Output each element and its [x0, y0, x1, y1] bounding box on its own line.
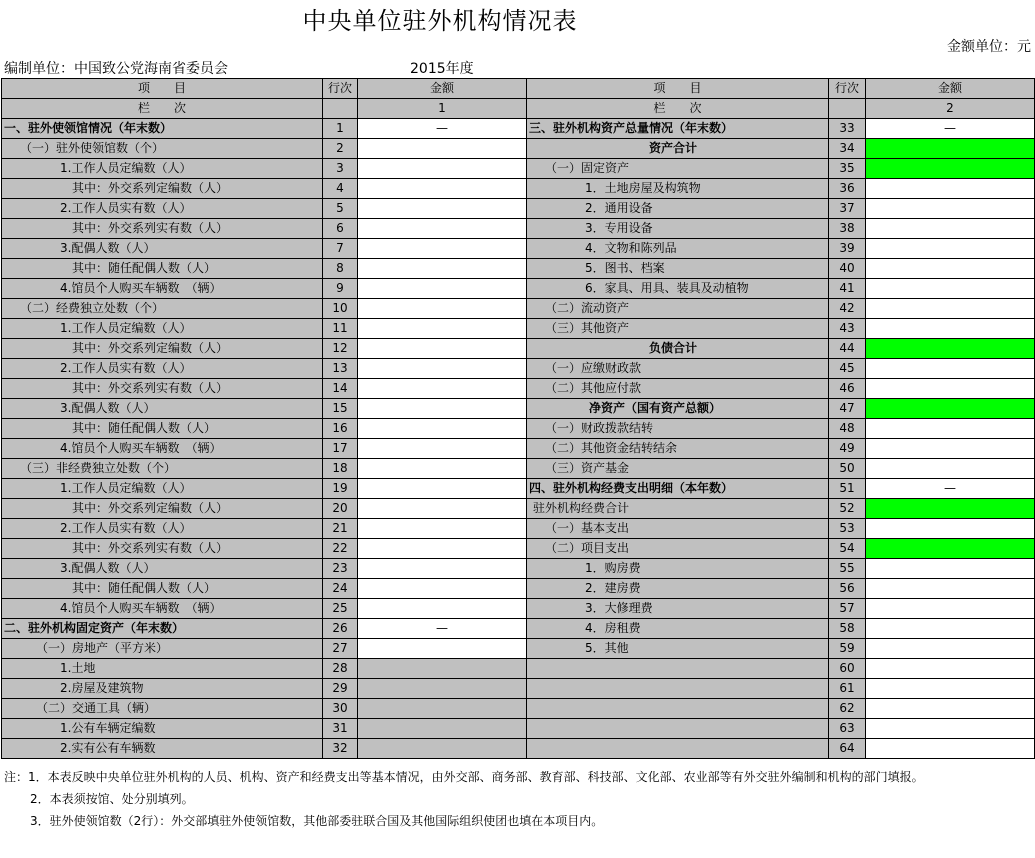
left-item-label: （三）非经费独立处数（个）: [2, 459, 323, 479]
right-line-number: 63: [829, 719, 866, 739]
right-amount-cell[interactable]: [866, 499, 1035, 519]
right-amount-cell[interactable]: [866, 319, 1035, 339]
right-line-number: 61: [829, 679, 866, 699]
right-amount-cell[interactable]: [866, 359, 1035, 379]
table-row: [2, 239, 1035, 259]
left-item-label: 3.配偶人数（人）: [2, 559, 323, 579]
right-item-label: 2．建房费: [527, 579, 829, 599]
left-item-label: 其中：随任配偶人数（人）: [2, 419, 323, 439]
table-row: [2, 499, 1035, 519]
left-amount-cell[interactable]: [358, 499, 527, 519]
left-amount-cell[interactable]: [358, 139, 527, 159]
left-item-label: 3.配偶人数（人）: [2, 239, 323, 259]
left-item-label: （一）驻外使领馆数（个）: [2, 139, 323, 159]
table-row: [2, 359, 1035, 379]
left-amount-cell[interactable]: —: [358, 119, 527, 139]
right-amount-cell[interactable]: [866, 399, 1035, 419]
right-line-number: 36: [829, 179, 866, 199]
right-item-label: 资产合计: [527, 139, 829, 159]
right-amount-cell[interactable]: [866, 439, 1035, 459]
left-line-number: 26: [323, 619, 358, 639]
reporting-unit-label: 编制单位：中国致公党海南省委员会: [4, 61, 228, 77]
left-line-number: 25: [323, 599, 358, 619]
left-amount-cell[interactable]: [358, 519, 527, 539]
right-line-number: 56: [829, 579, 866, 599]
right-amount-cell[interactable]: [866, 639, 1035, 659]
left-item-label: 二、驻外机构固定资产（年末数）: [2, 619, 323, 639]
table-row: [2, 199, 1035, 219]
right-amount-cell[interactable]: [866, 619, 1035, 639]
right-item-label: [527, 659, 829, 679]
right-line-number: 37: [829, 199, 866, 219]
right-line-number: 45: [829, 359, 866, 379]
right-item-label: 1．购房费: [527, 559, 829, 579]
right-line-number: 43: [829, 319, 866, 339]
left-item-label: 1.工作人员定编数（人）: [2, 319, 323, 339]
right-line-number: 64: [829, 739, 866, 759]
left-line-number: 1: [323, 119, 358, 139]
left-amount-cell[interactable]: [358, 419, 527, 439]
table-row: [2, 599, 1035, 619]
table-row: [2, 659, 1035, 679]
left-line-number: 32: [323, 739, 358, 759]
left-item-label: 1.公有车辆定编数: [2, 719, 323, 739]
left-item-label: 2.工作人员实有数（人）: [2, 359, 323, 379]
table-row: [2, 539, 1035, 559]
right-item-label: 4．房租费: [527, 619, 829, 639]
column-index-row: [2, 99, 1035, 119]
left-amount-cell: [358, 699, 527, 719]
left-amount-cell: [358, 679, 527, 699]
table-row: [2, 159, 1035, 179]
amount-header-left: 金额: [358, 79, 527, 99]
table-row: [2, 319, 1035, 339]
right-line-number: 49: [829, 439, 866, 459]
overseas-institutions-table: [1, 78, 1035, 759]
right-amount-cell[interactable]: —: [866, 119, 1035, 139]
right-item-label: （二）项目支出: [527, 539, 829, 559]
left-item-label: 2.工作人员实有数（人）: [2, 519, 323, 539]
table-row: [2, 739, 1035, 759]
left-amount-cell: [358, 719, 527, 739]
right-line-number: 47: [829, 399, 866, 419]
note-2: 2．本表须按馆、处分别填列。: [30, 792, 194, 806]
right-line-number: 54: [829, 539, 866, 559]
right-item-label: （三）其他资产: [527, 319, 829, 339]
right-item-label: 1．土地房屋及构筑物: [527, 179, 829, 199]
right-line-number: 39: [829, 239, 866, 259]
right-item-label: 净资产（国有资产总额）: [527, 399, 829, 419]
table-row: [2, 559, 1035, 579]
left-line-number: 27: [323, 639, 358, 659]
left-item-label: 其中：外交系列定编数（人）: [2, 179, 323, 199]
item-header-left: 项 目: [2, 79, 323, 99]
table-row: [2, 259, 1035, 279]
left-amount-cell[interactable]: [358, 479, 527, 499]
left-item-label: 4.馆员个人购买车辆数 （辆）: [2, 279, 323, 299]
left-amount-cell[interactable]: [358, 299, 527, 319]
right-item-label: 3．大修理费: [527, 599, 829, 619]
col-label-left: 栏 次: [2, 99, 323, 119]
right-line-number: 35: [829, 159, 866, 179]
left-item-label: 3.配偶人数（人）: [2, 399, 323, 419]
left-amount-cell[interactable]: [358, 439, 527, 459]
left-line-number: 17: [323, 439, 358, 459]
table-notes: [4, 768, 924, 834]
col-blank-right: [829, 99, 866, 119]
left-item-label: 2.房屋及建筑物: [2, 679, 323, 699]
left-line-number: 9: [323, 279, 358, 299]
left-line-number: 13: [323, 359, 358, 379]
right-item-label: （一）财政拨款结转: [527, 419, 829, 439]
left-amount-cell[interactable]: [358, 319, 527, 339]
note-1: 注：1．本表反映中央单位驻外机构的人员、机构、资产和经费支出等基本情况，由外交部、商务部、教育部、科技部、文化部、农业部等有外交驻外编制和机构的部门填报。: [4, 770, 924, 784]
page-title: 中央单位驻外机构情况表: [302, 7, 578, 35]
left-amount-cell[interactable]: [358, 259, 527, 279]
right-line-number: 51: [829, 479, 866, 499]
right-amount-cell[interactable]: [866, 659, 1035, 679]
right-amount-cell[interactable]: [866, 139, 1035, 159]
line-header-right: 行次: [829, 79, 866, 99]
col-index-1: 1: [358, 99, 527, 119]
right-item-label: 四、驻外机构经费支出明细（本年数）: [527, 479, 829, 499]
right-amount-cell[interactable]: [866, 339, 1035, 359]
left-item-label: 2.实有公有车辆数: [2, 739, 323, 759]
right-line-number: 53: [829, 519, 866, 539]
right-line-number: 42: [829, 299, 866, 319]
right-item-label: [527, 739, 829, 759]
left-item-label: 其中：随任配偶人数（人）: [2, 579, 323, 599]
table-row: [2, 719, 1035, 739]
right-amount-cell[interactable]: [866, 739, 1035, 759]
right-line-number: 38: [829, 219, 866, 239]
left-amount-cell[interactable]: [358, 339, 527, 359]
right-item-label: [527, 699, 829, 719]
table-row: [2, 279, 1035, 299]
right-item-label: （一）固定资产: [527, 159, 829, 179]
left-amount-cell[interactable]: [358, 559, 527, 579]
left-item-label: 其中：外交系列实有数（人）: [2, 219, 323, 239]
right-amount-cell[interactable]: [866, 179, 1035, 199]
left-line-number: 5: [323, 199, 358, 219]
left-amount-cell[interactable]: [358, 539, 527, 559]
left-line-number: 2: [323, 139, 358, 159]
right-item-label: 2．通用设备: [527, 199, 829, 219]
left-item-label: 1.土地: [2, 659, 323, 679]
left-amount-cell[interactable]: [358, 179, 527, 199]
right-line-number: 60: [829, 659, 866, 679]
col-blank-left: [323, 99, 358, 119]
right-amount-cell[interactable]: [866, 159, 1035, 179]
right-item-label: 5．其他: [527, 639, 829, 659]
right-item-label: 3．专用设备: [527, 219, 829, 239]
left-amount-cell[interactable]: [358, 599, 527, 619]
left-item-label: 其中：外交系列实有数（人）: [2, 379, 323, 399]
right-item-label: （三）资产基金: [527, 459, 829, 479]
line-header-left: 行次: [323, 79, 358, 99]
table-row: [2, 139, 1035, 159]
left-line-number: 4: [323, 179, 358, 199]
left-amount-cell[interactable]: [358, 239, 527, 259]
right-item-label: 5．图书、档案: [527, 259, 829, 279]
amount-header-right: 金额: [866, 79, 1035, 99]
right-amount-cell[interactable]: —: [866, 479, 1035, 499]
right-amount-cell[interactable]: [866, 699, 1035, 719]
right-item-label: 4．文物和陈列品: [527, 239, 829, 259]
table-row: [2, 339, 1035, 359]
left-item-label: 其中：随任配偶人数（人）: [2, 259, 323, 279]
left-amount-cell[interactable]: [358, 579, 527, 599]
right-amount-cell[interactable]: [866, 379, 1035, 399]
right-amount-cell[interactable]: [866, 519, 1035, 539]
left-amount-cell[interactable]: [358, 219, 527, 239]
left-amount-cell[interactable]: [358, 639, 527, 659]
left-line-number: 23: [323, 559, 358, 579]
left-item-label: （一）房地产（平方米）: [2, 639, 323, 659]
table-row: [2, 519, 1035, 539]
table-row: [2, 299, 1035, 319]
fiscal-year-label: 2015年度: [410, 61, 474, 77]
left-line-number: 29: [323, 679, 358, 699]
right-item-label: （二）流动资产: [527, 299, 829, 319]
left-amount-cell[interactable]: [358, 159, 527, 179]
right-line-number: 55: [829, 559, 866, 579]
right-amount-cell[interactable]: [866, 539, 1035, 559]
right-item-label: （二）其他资金结转结余: [527, 439, 829, 459]
table-row: [2, 419, 1035, 439]
left-line-number: 10: [323, 299, 358, 319]
right-amount-cell[interactable]: [866, 239, 1035, 259]
left-amount-cell[interactable]: [358, 459, 527, 479]
left-item-label: 1.工作人员定编数（人）: [2, 479, 323, 499]
table-row: [2, 639, 1035, 659]
left-item-label: 1.工作人员定编数（人）: [2, 159, 323, 179]
table-row: [2, 459, 1035, 479]
right-line-number: 58: [829, 619, 866, 639]
col-index-2: 2: [866, 99, 1035, 119]
left-line-number: 19: [323, 479, 358, 499]
table-row: [2, 399, 1035, 419]
left-item-label: 一、驻外使领馆情况（年末数）: [2, 119, 323, 139]
table-row: [2, 699, 1035, 719]
left-line-number: 20: [323, 499, 358, 519]
left-line-number: 22: [323, 539, 358, 559]
right-item-label: 负债合计: [527, 339, 829, 359]
left-item-label: 其中：外交系列定编数（人）: [2, 499, 323, 519]
table-row: [2, 379, 1035, 399]
right-line-number: 46: [829, 379, 866, 399]
left-line-number: 7: [323, 239, 358, 259]
right-item-label: （一）基本支出: [527, 519, 829, 539]
left-amount-cell: [358, 739, 527, 759]
right-item-label: [527, 679, 829, 699]
right-item-label: （一）应缴财政款: [527, 359, 829, 379]
left-line-number: 30: [323, 699, 358, 719]
left-line-number: 6: [323, 219, 358, 239]
right-line-number: 34: [829, 139, 866, 159]
left-item-label: 4.馆员个人购买车辆数 （辆）: [2, 599, 323, 619]
right-item-label: 三、驻外机构资产总量情况（年末数）: [527, 119, 829, 139]
right-line-number: 52: [829, 499, 866, 519]
table-row: [2, 439, 1035, 459]
right-item-label: 6．家具、用具、装具及动植物: [527, 279, 829, 299]
note-3: 3．驻外使领馆数（2行）：外交部填驻外使领馆数，其他部委驻联合国及其他国际组织使团也填在本项目内。: [30, 814, 604, 828]
right-amount-cell[interactable]: [866, 259, 1035, 279]
left-line-number: 31: [323, 719, 358, 739]
table-row: [2, 479, 1035, 499]
right-line-number: 57: [829, 599, 866, 619]
left-line-number: 24: [323, 579, 358, 599]
right-amount-cell[interactable]: [866, 579, 1035, 599]
right-item-label: 驻外机构经费合计: [527, 499, 829, 519]
left-line-number: 3: [323, 159, 358, 179]
left-line-number: 11: [323, 319, 358, 339]
right-line-number: 41: [829, 279, 866, 299]
right-line-number: 33: [829, 119, 866, 139]
right-amount-cell[interactable]: [866, 299, 1035, 319]
right-amount-cell[interactable]: [866, 459, 1035, 479]
left-line-number: 16: [323, 419, 358, 439]
right-amount-cell[interactable]: [866, 219, 1035, 239]
left-amount-cell[interactable]: [358, 399, 527, 419]
left-amount-cell[interactable]: —: [358, 619, 527, 639]
table-row: [2, 679, 1035, 699]
amount-unit-label: 金额单位：元: [947, 39, 1031, 55]
left-line-number: 28: [323, 659, 358, 679]
right-line-number: 44: [829, 339, 866, 359]
left-line-number: 18: [323, 459, 358, 479]
left-line-number: 21: [323, 519, 358, 539]
right-line-number: 59: [829, 639, 866, 659]
right-line-number: 62: [829, 699, 866, 719]
left-line-number: 8: [323, 259, 358, 279]
left-amount-cell[interactable]: [358, 359, 527, 379]
left-item-label: （二）交通工具（辆）: [2, 699, 323, 719]
table-row: [2, 579, 1035, 599]
col-label-right: 栏 次: [527, 99, 829, 119]
right-amount-cell[interactable]: [866, 599, 1035, 619]
right-amount-cell[interactable]: [866, 419, 1035, 439]
left-line-number: 14: [323, 379, 358, 399]
left-amount-cell[interactable]: [358, 379, 527, 399]
table-row: [2, 219, 1035, 239]
right-line-number: 40: [829, 259, 866, 279]
right-line-number: 48: [829, 419, 866, 439]
item-header-right: 项 目: [527, 79, 829, 99]
right-amount-cell[interactable]: [866, 199, 1035, 219]
table-row: [2, 179, 1035, 199]
table-row: [2, 619, 1035, 639]
right-amount-cell[interactable]: [866, 559, 1035, 579]
header-row: [2, 79, 1035, 99]
left-item-label: 其中：外交系列定编数（人）: [2, 339, 323, 359]
left-amount-cell[interactable]: [358, 199, 527, 219]
left-item-label: 其中：外交系列实有数（人）: [2, 539, 323, 559]
right-item-label: （二）其他应付款: [527, 379, 829, 399]
left-amount-cell: [358, 659, 527, 679]
right-amount-cell[interactable]: [866, 719, 1035, 739]
left-amount-cell[interactable]: [358, 279, 527, 299]
left-item-label: （二）经费独立处数（个）: [2, 299, 323, 319]
table-row: [2, 119, 1035, 139]
left-line-number: 12: [323, 339, 358, 359]
right-line-number: 50: [829, 459, 866, 479]
right-amount-cell[interactable]: [866, 279, 1035, 299]
left-line-number: 15: [323, 399, 358, 419]
right-item-label: [527, 719, 829, 739]
left-item-label: 4.馆员个人购买车辆数 （辆）: [2, 439, 323, 459]
right-amount-cell[interactable]: [866, 679, 1035, 699]
left-item-label: 2.工作人员实有数（人）: [2, 199, 323, 219]
